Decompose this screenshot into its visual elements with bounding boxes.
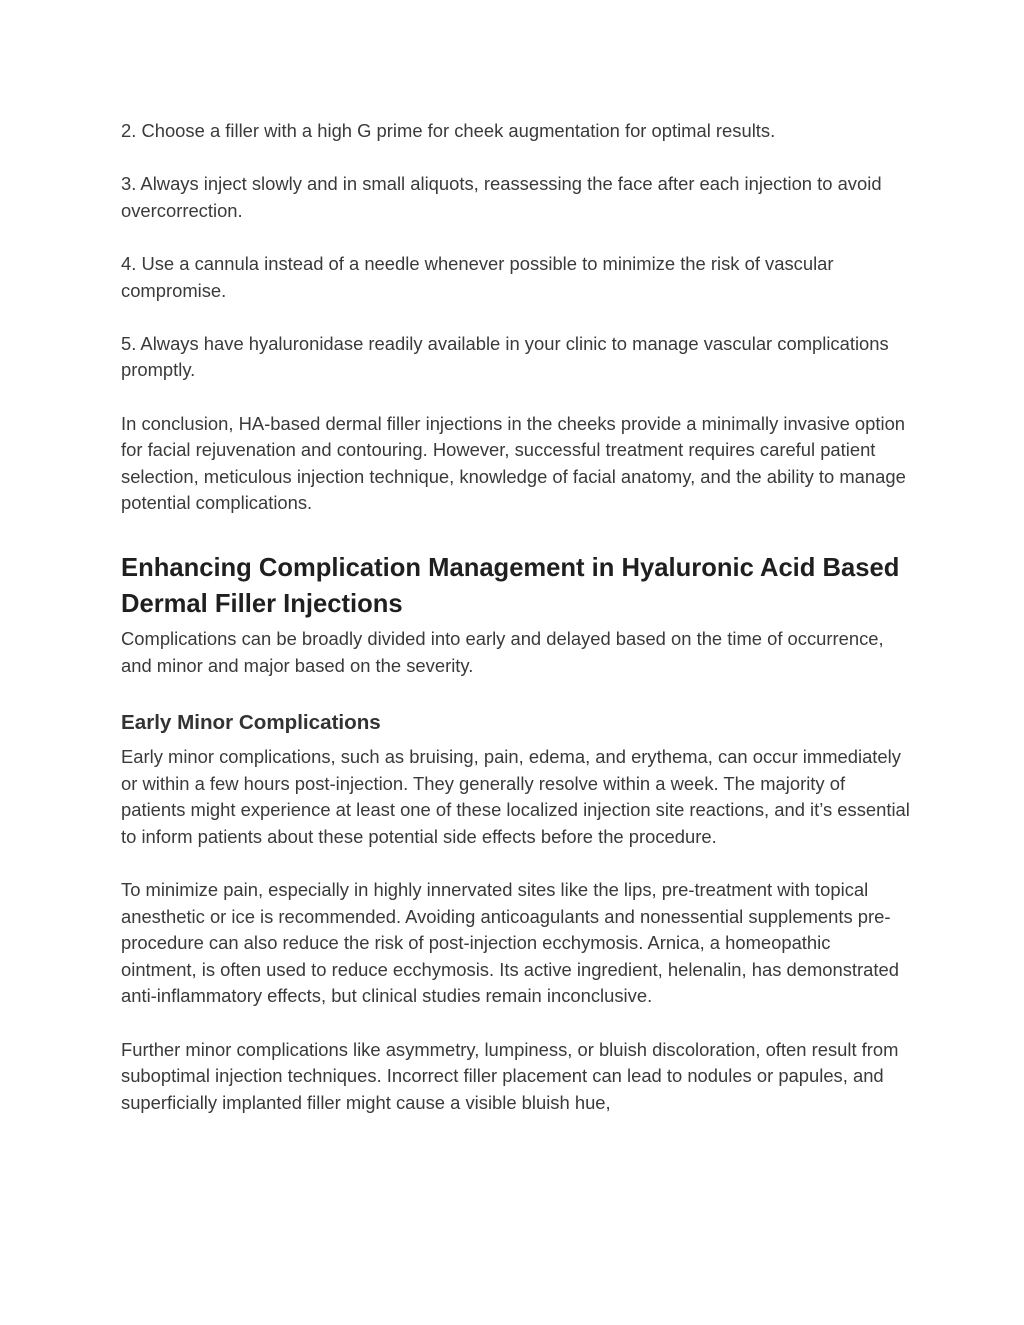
section-intro-paragraph: Complications can be broadly divided into early and delayed based on the time of occurrence, and minor and major based on the severity. [121,627,884,676]
subsection-heading: Early Minor Complications [121,711,381,735]
list-item: 2. Choose a filler with a high G prime for cheek augmentation for optimal results. [121,120,776,141]
list-item: 4. Use a cannula instead of a needle whenever possible to minimize the risk of vascular compromise. [121,252,834,301]
conclusion-paragraph: In conclusion, HA-based dermal filler injections in the cheeks provide a minimally invasive option for facial rejuvenation and contouring. However, successful treatment requires careful patient selection, meticulous injection technique, knowledge of facial anatomy, and the ability to manage potential complications. [121,412,906,514]
body-paragraph: Further minor complications like asymmetry, lumpiness, or bluish discoloration, often result from suboptimal injection techniques. Incorrect filler placement can lead to nodules or papules, and superficially implanted filler might cause a visible bluish hue, [121,1038,899,1113]
list-item: 5. Always have hyaluronidase readily available in your clinic to manage vascular complications promptly. [121,332,889,381]
list-item: 3. Always inject slowly and in small aliquots, reassessing the face after each injection to avoid overcorrection. [121,173,882,221]
body-paragraph: To minimize pain, especially in highly innervated sites like the lips, pre-treatment with topical anesthetic or ice is recommended. Avoiding anticoagulants and nonessential supplements pre-procedure can also reduce the risk of post-injection ecchymosis. Arnica, a homeopathic ointment, is often used to reduce ecchymosis. Its active ingredient, helenalin, has demonstrated anti-inflammatory effects, but clinical studies remain inconclusive. [121,879,899,1007]
section-heading: Enhancing Complication Management in Hyaluronic Acid Based Dermal Filler Injections [121,553,900,618]
body-paragraph: Early minor complications, such as bruising, pain, edema, and erythema, can occur immediately or within a few hours post-injection. They generally resolve within a week. The majority of patients might experience at least one of these localized injection site reactions, and it’s essential to inform patients about these potential side effects before the procedure. [121,746,910,847]
document-page [121,118,911,1116]
